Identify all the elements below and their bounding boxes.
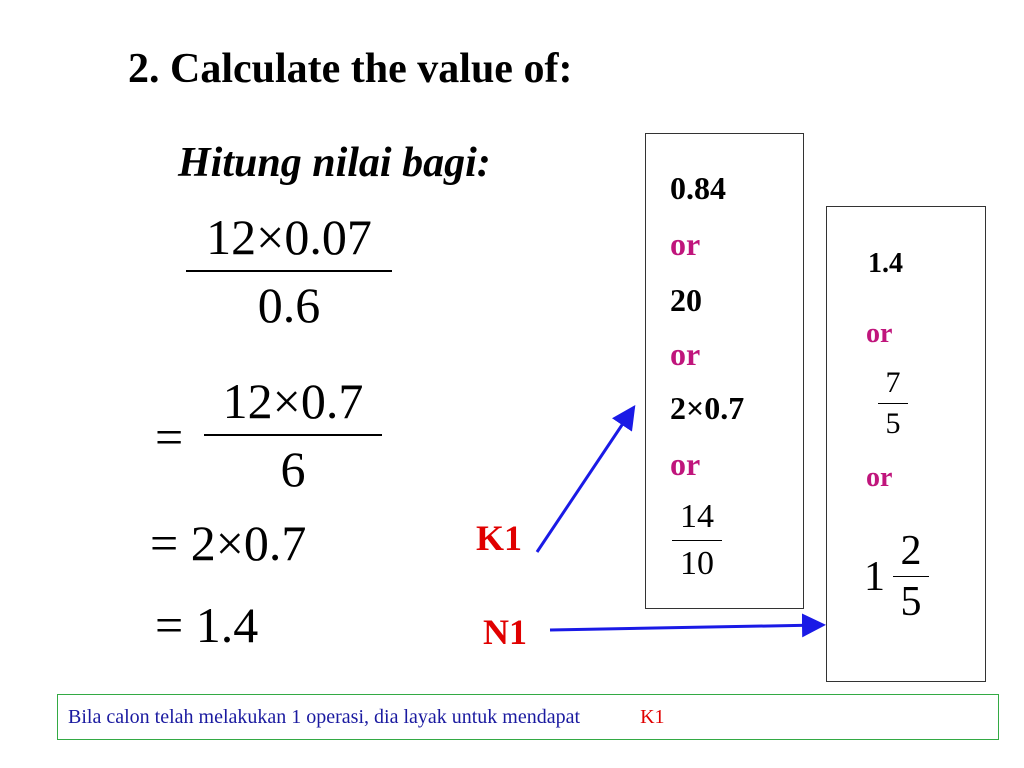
marking-note-text: Bila calon telah melakukan 1 operasi, dia layak untuk mendapat	[68, 706, 581, 728]
box2-fraction-denominator: 5	[885, 407, 901, 440]
k1-arrow	[537, 410, 632, 552]
marking-note-mark: K1	[640, 706, 665, 728]
box1-answer-2x07: 2×0.7	[670, 390, 745, 426]
step3-expression: = 2×0.7	[150, 515, 307, 571]
box2-or-1: or	[866, 318, 893, 349]
box2-fraction-numerator: 7	[885, 366, 901, 399]
box1-answer-20: 20	[670, 282, 702, 318]
n1-mark-label: N1	[483, 612, 527, 652]
slide-title: 2. Calculate the value of:	[128, 46, 573, 92]
marking-note	[57, 694, 999, 740]
step2-denominator: 6	[280, 441, 306, 497]
box2-mixed-whole: 1	[864, 554, 885, 600]
slide-subtitle: Hitung nilai bagi:	[178, 140, 491, 186]
n1-arrow	[550, 625, 820, 630]
box1-answer-084: 0.84	[670, 170, 726, 206]
step2-equals: =	[155, 409, 184, 465]
box2-answer-14: 1.4	[868, 248, 903, 279]
step2-numerator: 12×0.7	[222, 373, 364, 429]
box1-or-1: or	[670, 226, 701, 262]
box2-mixed-numerator: 2	[900, 528, 922, 574]
box1-or-3: or	[670, 446, 701, 482]
step1-numerator: 12×0.07	[206, 209, 372, 265]
box1-fraction-denominator: 10	[680, 545, 714, 582]
k1-mark-label: K1	[476, 518, 523, 558]
box2-or-2: or	[866, 462, 893, 493]
step4-result: = 1.4	[155, 597, 259, 653]
step1-denominator: 0.6	[257, 277, 321, 333]
box1-or-2: or	[670, 336, 701, 372]
box1-fraction-numerator: 14	[680, 498, 714, 535]
box2-mixed-denominator: 5	[900, 579, 922, 625]
